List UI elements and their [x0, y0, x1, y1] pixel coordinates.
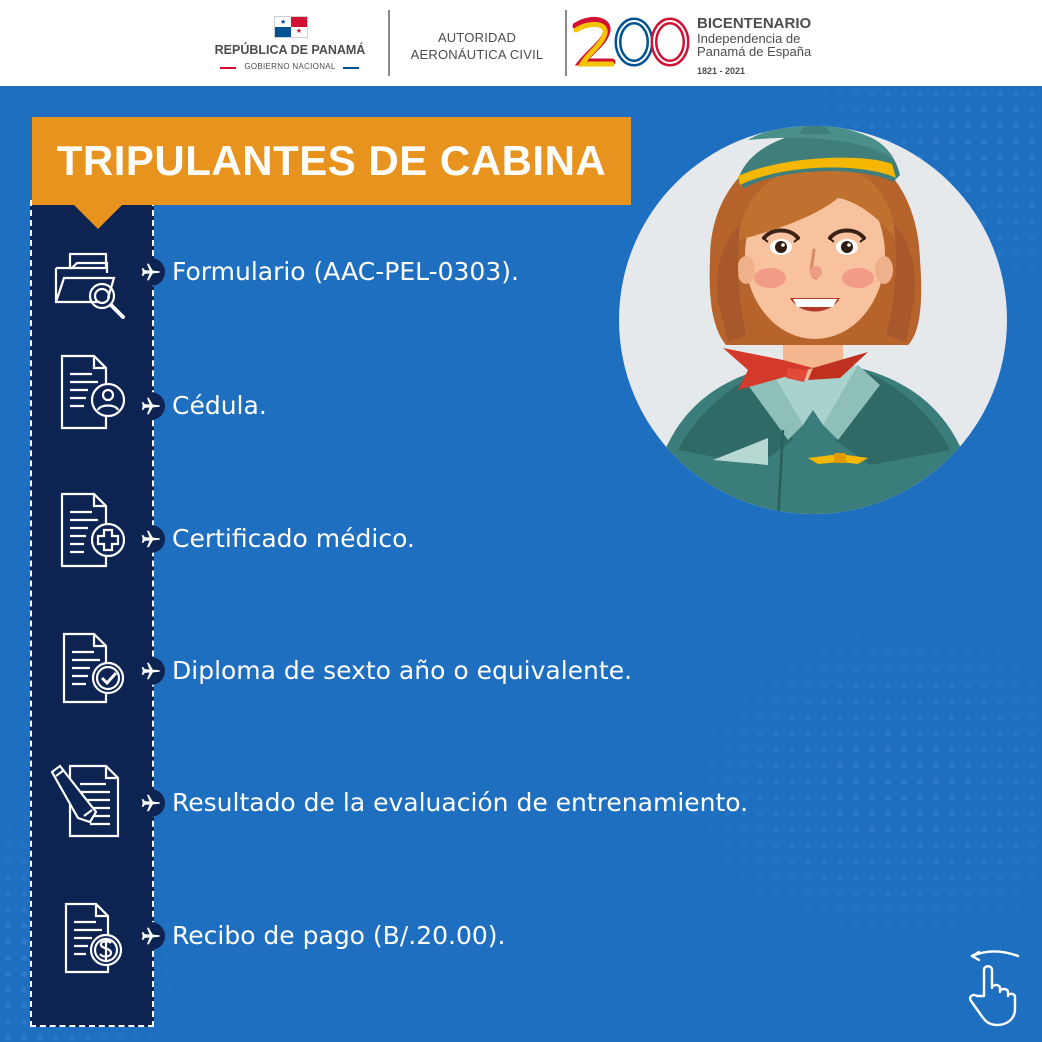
requirement-label: Cédula. [172, 391, 267, 420]
airplane-bullet-icon [137, 789, 165, 817]
bicentennial-logo [572, 12, 694, 72]
airplane-bullet-icon [137, 525, 165, 553]
document-medical-icon [50, 490, 130, 570]
header-divider [388, 10, 390, 76]
authority-name [392, 29, 562, 63]
requirement-label: Certificado médico. [172, 524, 415, 553]
requirement-label: Recibo de pago (B/.20.00). [172, 921, 506, 950]
airplane-bullet-icon [137, 922, 165, 950]
bicentennial-years: 1821 - 2021 [697, 66, 746, 76]
flight-attendant-illustration [618, 120, 1010, 520]
document-person-icon [50, 352, 130, 432]
header-bar [0, 0, 1042, 86]
government-name: GOBIERNO NACIONAL [244, 62, 336, 71]
folder-search-icon [50, 244, 130, 324]
requirement-label: Resultado de la evaluación de entrenamiento. [172, 788, 749, 817]
document-pencil-icon [46, 760, 126, 840]
title-banner-pointer [72, 203, 124, 229]
authority-line1: AUTORIDAD [437, 30, 517, 45]
header-divider [565, 10, 567, 76]
bicentennial-line1: Independencia de [697, 31, 801, 46]
page-title: TRIPULANTES DE CABINA [56, 137, 607, 184]
authority-line2: AERONÁUTICA CIVIL [410, 47, 544, 62]
republic-name: REPÚBLICA DE PANAMÁ [214, 43, 366, 57]
panama-flag-icon: ★ ★ [274, 16, 308, 38]
bicentennial-subtitle [697, 33, 857, 58]
requirement-label: Formulario (AAC-PEL-0303). [172, 257, 519, 286]
document-check-icon [50, 628, 130, 708]
requirement-label: Diploma de sexto año o equivalente. [172, 656, 633, 685]
document-money-icon [50, 898, 130, 978]
swipe-hand-icon [962, 948, 1022, 1030]
bicentennial-line2: Panamá de España [697, 43, 812, 59]
airplane-bullet-icon [137, 657, 165, 685]
bicentennial-title: BICENTENARIO [697, 15, 812, 32]
airplane-bullet-icon [137, 392, 165, 420]
divider-line-blue [343, 67, 359, 69]
airplane-bullet-icon [137, 258, 165, 286]
